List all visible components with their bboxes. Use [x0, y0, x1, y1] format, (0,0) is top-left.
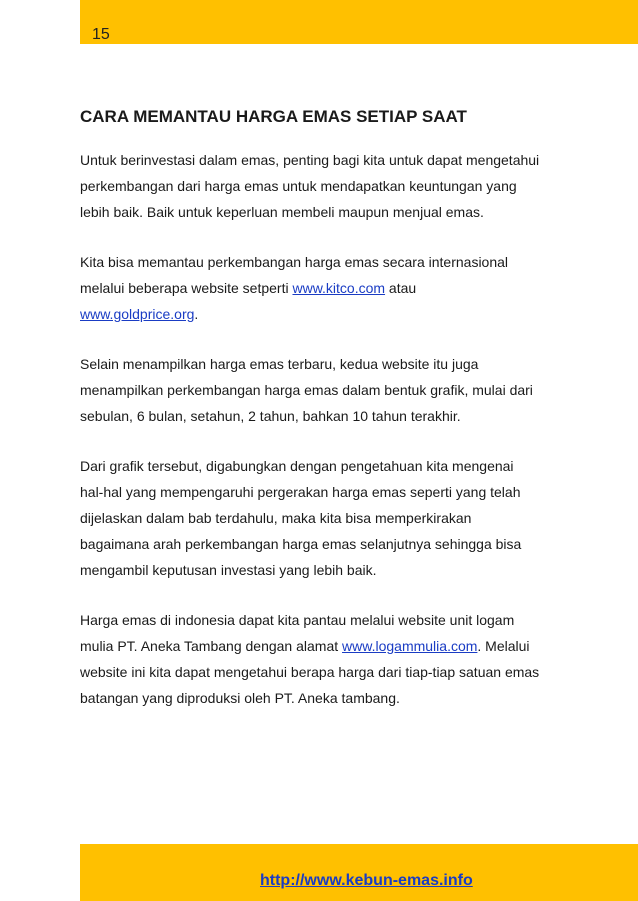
page-number: 15 [92, 26, 110, 43]
paragraph-line [80, 275, 580, 301]
paragraph-text: . [194, 306, 199, 322]
paragraph-line: Harga emas di indonesia dapat kita pantau melalui website unit logam [80, 612, 515, 628]
paragraph-line: website ini kita dapat mengetahui berapa harga dari tiap-tiap satuan emas [80, 664, 540, 680]
paragraph-line: lebih baik. Baik untuk keperluan membeli maupun menjual emas. [80, 204, 484, 220]
paragraph-line: perkembangan dari harga emas untuk mendapatkan keuntungan yang [80, 178, 517, 194]
paragraph-text: . Melalui [477, 638, 530, 654]
logammulia-link[interactable]: www.logammulia.com [342, 638, 478, 654]
paragraph-line: Dari grafik tersebut, digabungkan dengan pengetahuan kita mengenai [80, 458, 514, 474]
paragraph-text: atau [385, 280, 417, 296]
header-band [80, 0, 638, 44]
paragraph-line [80, 633, 580, 659]
paragraph-line: bagaimana arah perkembangan harga emas selanjutnya sehingga bisa [80, 536, 522, 552]
paragraph-text: melalui beberapa website setperti [80, 280, 293, 296]
paragraph-4 [80, 453, 580, 583]
paragraph-line: dijelaskan dalam bab terdahulu, maka kita bisa memperkirakan [80, 510, 472, 526]
paragraph-2 [80, 249, 580, 327]
paragraph-line: batangan yang diproduksi oleh PT. Aneka tambang. [80, 690, 400, 706]
footer-website-link[interactable]: http://www.kebun-emas.info [260, 872, 473, 889]
paragraph-text: mulia PT. Aneka Tambang dengan alamat [80, 638, 343, 654]
paragraph-line: Untuk berinvestasi dalam emas, penting bagi kita untuk dapat mengetahui [80, 152, 540, 168]
paragraph-1 [80, 147, 580, 225]
paragraph-line: menampilkan perkembangan harga emas dalam bentuk grafik, mulai dari [80, 382, 533, 398]
paragraph-5 [80, 607, 580, 711]
goldprice-link[interactable]: www.goldprice.org [80, 306, 195, 322]
paragraph-line: mengambil keputusan investasi yang lebih baik. [80, 562, 377, 578]
kitco-link[interactable]: www.kitco.com [292, 280, 386, 296]
paragraph-line: sebulan, 6 bulan, setahun, 2 tahun, bahkan 10 tahun terakhir. [80, 408, 461, 424]
paragraph-line: Kita bisa memantau perkembangan harga emas secara internasional [80, 254, 509, 270]
paragraph-3 [80, 351, 580, 429]
paragraph-line: Selain menampilkan harga emas terbaru, kedua website itu juga [80, 356, 479, 372]
article-title: CARA MEMANTAU HARGA EMAS SETIAP SAAT [80, 107, 467, 126]
article-body [80, 106, 580, 735]
paragraph-line: hal-hal yang mempengaruhi pergerakan harga emas seperti yang telah [80, 484, 521, 500]
paragraph-line [80, 301, 580, 327]
